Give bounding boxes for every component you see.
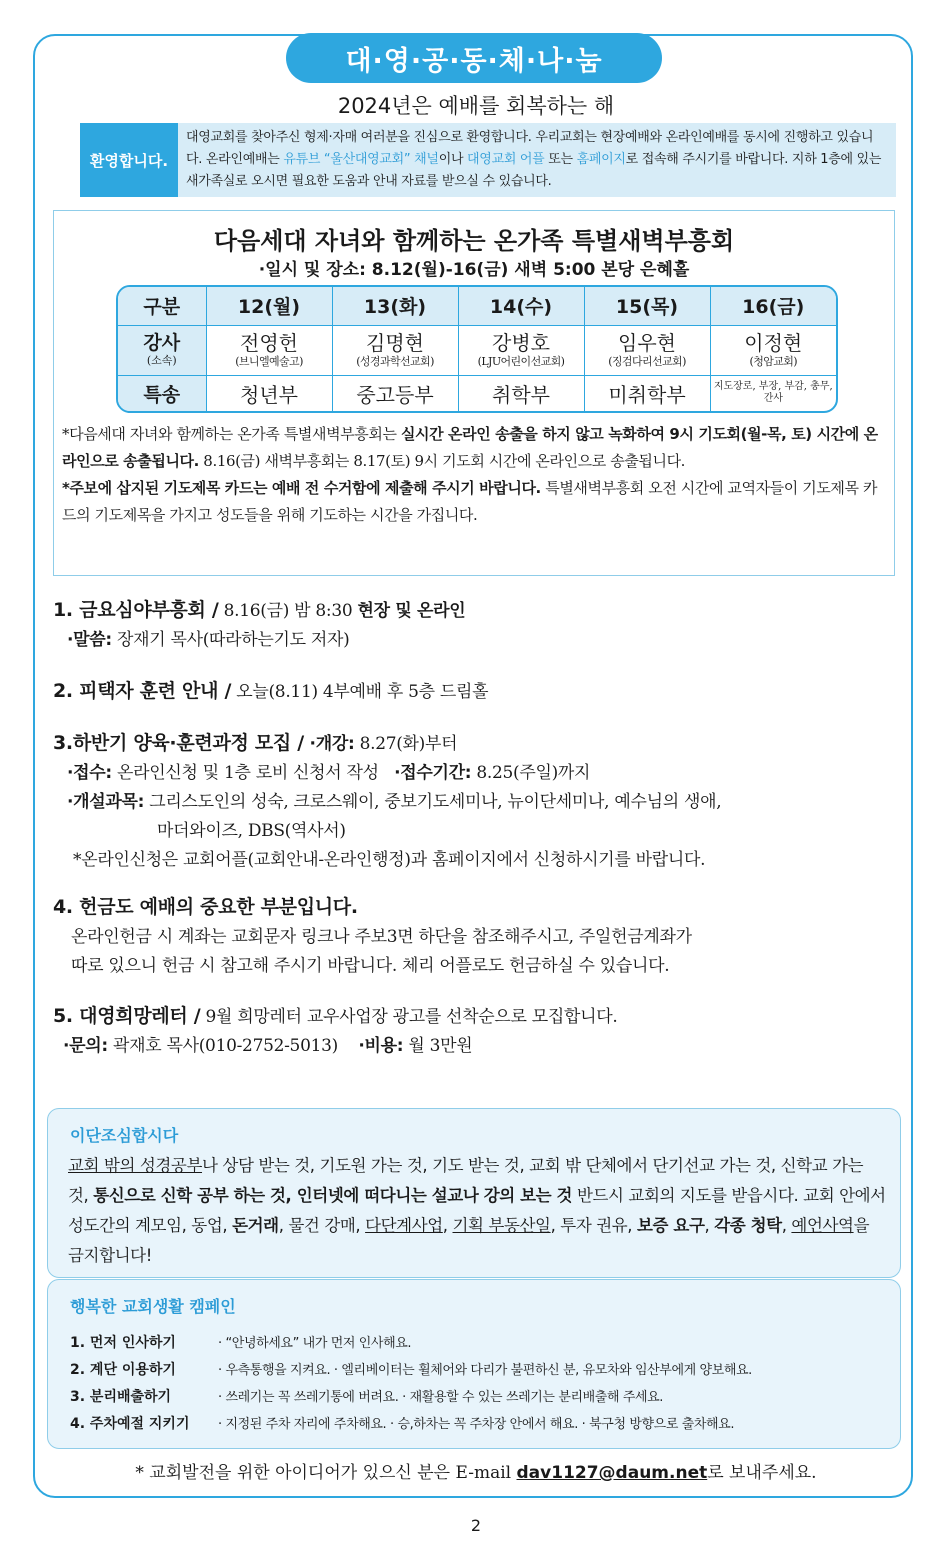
section-training-recruit: 3.하반기 양육·훈련과정 모집 / ·개강: 8.27(화)부터 ·접수: 온라인신청 및 1층 로비 신청서 작성 ·접수기간: 8.25(주일)까지 ·개설과목: 그리스도인의 성숙, 크로스웨이, 중보기도세미나, 뉴이단세미나, 예수님의 생애, 마더와이즈, DBS(역사서) *온라인신청은 교회어플(교회안내-온라인행정)과 홈페이지에서 신청하시기를 바랍니다. [53, 732, 722, 870]
heresy-title: 이단조심합시다 [70, 1126, 179, 1145]
revival-title: 다음세대 자녀와 함께하는 온가족 특별새벽부흥회 [213, 227, 735, 255]
table-header-row [118, 287, 836, 325]
speaker-cell: 김명현 (성경과학선교회) [332, 325, 458, 375]
music-cell: 미취학부 [584, 375, 710, 411]
campaign-title: 행복한 교회생활 캠페인 [70, 1297, 236, 1316]
app-link[interactable]: 대영교회 어플 [467, 152, 545, 167]
speaker-cell: 이정현 (청암교회) [710, 325, 836, 375]
speaker-label-cell: 강사 (소속) [118, 325, 206, 375]
section-title: 3.하반기 양육·훈련과정 모집 / [53, 732, 304, 754]
homepage-link[interactable]: 홈페이지 [576, 152, 626, 167]
section-elder-training: 2. 피택자 훈련 안내 / 오늘(8.11) 4부예배 후 5층 드림홀 [53, 680, 489, 702]
page-title: 대·영·공·동·체·나·눔 [286, 33, 662, 83]
section-hope-letter: 5. 대영희망레터 / 9월 희망레터 교우사업장 광고를 선착순으로 모집합니다. ·문의: 곽재호 목사(010-2752-5013) ·비용: 월 3만원 [53, 1005, 618, 1056]
section-offering: 4. 헌금도 예배의 중요한 부분입니다. 온라인헌금 시 계좌는 교회문자 링크나 주보3면 하단을 참조해주시고, 주일헌금계좌가 따로 있으니 헌금 시 참고해 주시기 바랍니다. 체리 어플로도 헌금하실 수 있습니다. [53, 896, 692, 976]
campaign-list [70, 1328, 890, 1436]
section-title: 2. 피택자 훈련 안내 / [53, 680, 232, 702]
campaign-box [47, 1279, 901, 1449]
table-header-cell: 15(목) [584, 287, 710, 325]
revival-note-2: *주보에 삽지된 기도제목 카드는 예배 전 수거함에 제출해 주시기 바랍니다. 특별새벽부흥회 오전 시간에 교역자들이 기도제목 카드의 기도제목을 가지고 성도들을 위해 기도하는 시간을 가집니다. [62, 479, 878, 524]
welcome-text: 대영교회를 찾아주신 형제·자매 여러분을 진심으로 환영합니다. 우리교회는 현장예배와 온라인예배를 동시에 진행하고 있습니다. 온라인예배는 유튜브 “울산대영교회” 채널이나 대영교회 어플 또는 홈페이지로 접속해 주시기를 바랍니다. 지하 1층에 있는 새가족실로 오시면 필요한 도움과 안내 자료를 받으실 수 있습니다. [186, 130, 882, 189]
welcome-label: 환영합니다. [80, 123, 178, 197]
table-header-cell: 구분 [118, 287, 206, 325]
speaker-cell: 전영헌 (브니엘예술고) [206, 325, 332, 375]
list-item: 4. 주차예절 지키기 · 지정된 주차 자리에 주차해요. · 승,하차는 꼭 주차장 안에서 해요. · 북구청 방향으로 출차해요. [70, 1415, 735, 1432]
revival-schedule-table [116, 285, 838, 413]
table-header-cell: 14(수) [458, 287, 584, 325]
table-header-cell: 16(금) [710, 287, 836, 325]
speaker-cell: 임우현 (징검다리선교회) [584, 325, 710, 375]
list-item: 2. 계단 이용하기 · 우측통행을 지켜요. · 엘리베이터는 휠체어와 다리가 불편하신 분, 유모차와 임산부에게 양보해요. [70, 1361, 752, 1378]
revival-notes [62, 421, 886, 529]
music-cell: 청년부 [206, 375, 332, 411]
page-subtitle: 2024년은 예배를 회복하는 해 [337, 94, 615, 118]
section-title: 5. 대영희망레터 / [53, 1005, 201, 1027]
youtube-link[interactable]: 유튜브 “울산대영교회” 채널 [283, 152, 439, 167]
footer-note: * 교회발전을 위한 아이디어가 있으신 분은 E-mail dav1127@daum.net로 보내주세요. [135, 1463, 817, 1483]
music-label-cell: 특송 [118, 375, 206, 411]
revival-schedule-info: ·일시 및 장소: 8.12(월)-16(금) 새벽 5:00 본당 은혜홀 [258, 260, 690, 280]
list-item: 3. 분리배출하기 · 쓰레기는 꼭 쓰레기통에 버려요. · 재활용할 수 있는 쓰레기는 분리배출해 주세요. [70, 1388, 664, 1405]
email-link[interactable]: dav1127@daum.net [516, 1463, 708, 1483]
section-title: 1. 금요심야부흥회 / [53, 599, 219, 621]
music-cell: 지도장로, 부장, 부감, 총무, 간사 [710, 375, 836, 411]
revival-note-1: *다음세대 자녀와 함께하는 온가족 특별새벽부흥회는 실시간 온라인 송출을 하지 않고 녹화하여 9시 기도회(월-목, 토) 시간에 온라인으로 송출됩니다. 8.16(금) 새벽부흥회는 8.17(토) 9시 기도회 시간에 온라인으로 송출됩니다. [62, 425, 878, 470]
music-cell: 중고등부 [332, 375, 458, 411]
table-row [118, 375, 836, 411]
music-cell: 취학부 [458, 375, 584, 411]
page-number: 2 [470, 1516, 482, 1535]
heresy-text: 교회 밖의 성경공부나 상담 받는 것, 기도원 가는 것, 기도 받는 것, 교회 밖 단체에서 단기선교 가는 것, 신학교 가는 것, 통신으로 신학 공부 하는 것, 인터넷에 떠다니는 설교나 강의 보는 것 반드시 교회의 지도를 받읍시다. 교회 안에서 성도간의 계모임, 동업, 돈거래, 물건 강매, 다단계사업, 기획 부동산일, 투자 권유, 보증 요구, 각종 청탁, 예언사역을 금지합니다! [68, 1156, 886, 1265]
table-row [118, 325, 836, 375]
welcome-box [80, 123, 896, 197]
revival-section [53, 210, 895, 576]
speaker-cell: 강병호 (LJU어린이선교회) [458, 325, 584, 375]
table-header-cell: 13(화) [332, 287, 458, 325]
heresy-warning-box [47, 1108, 901, 1278]
list-item: 1. 먼저 인사하기 · “안녕하세요” 내가 먼저 인사해요. [70, 1334, 412, 1351]
section-title: 4. 헌금도 예배의 중요한 부분입니다. [53, 896, 358, 918]
section-friday-revival: 1. 금요심야부흥회 / 8.16(금) 밤 8:30 현장 및 온라인 ·말씀: 장재기 목사(따라하는기도 저자) [53, 599, 466, 650]
table-header-cell: 12(월) [206, 287, 332, 325]
